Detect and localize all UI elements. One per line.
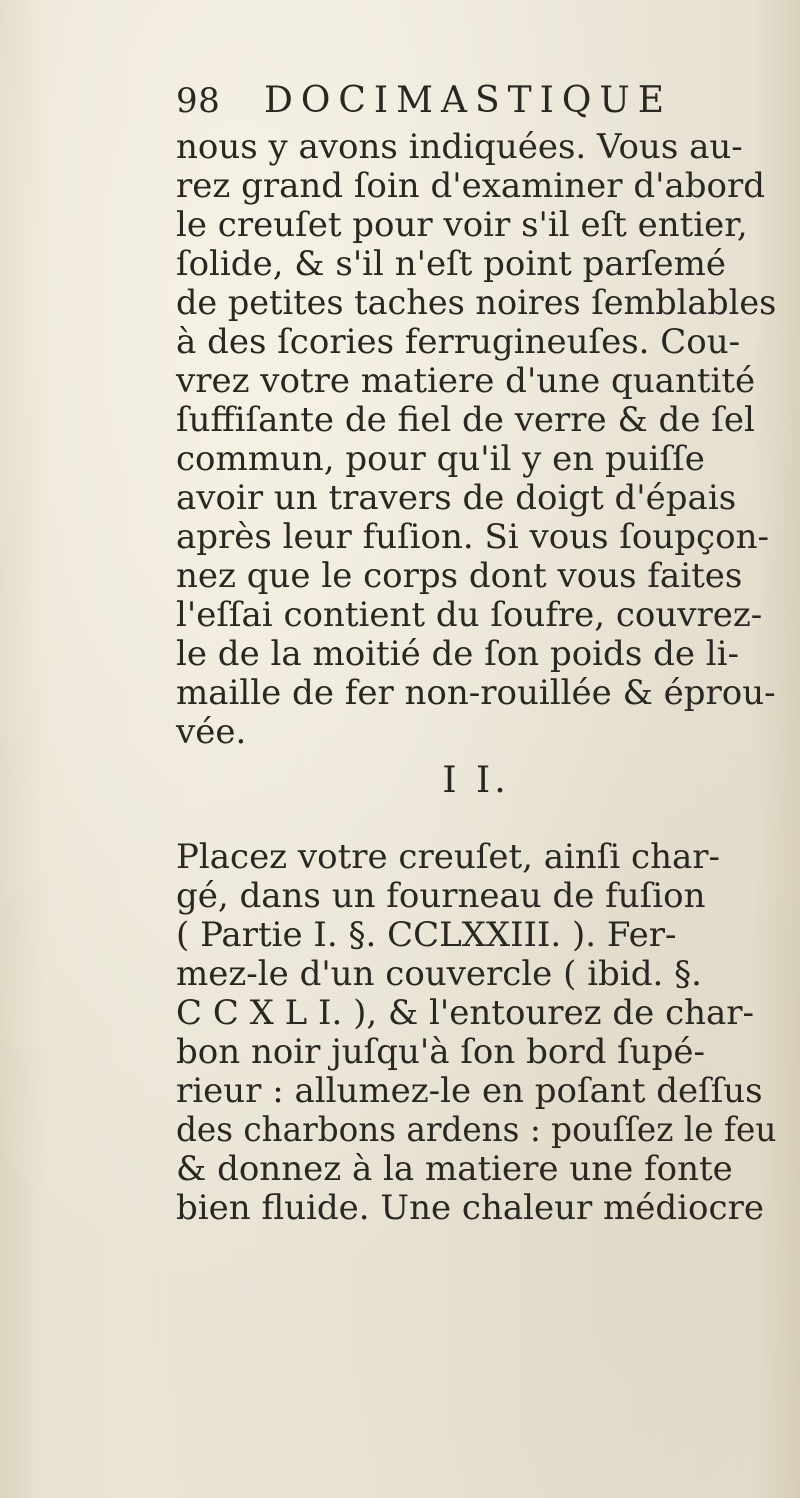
text-line: l'eſſai contient du ſoufre, couvrez- [176,595,763,635]
text-line: nez que le corps dont vous faites [176,556,743,596]
text-line: Placez votre creuſet, ainſi char- [176,837,720,877]
text-line: gé, dans un fourneau de fuſion [176,876,706,916]
page-header [176,72,776,128]
text-line: nous y avons indiquées. Vous au- [176,127,743,167]
text-line: des charbons ardens : pouſſez le feu [176,1110,777,1150]
text-line: vée. [176,712,247,752]
text-line: & donnez à la matiere une fonte [176,1149,733,1189]
text-line: ( Partie I. §. CCLXXIII. ). Fer- [176,915,677,955]
text-block [176,72,776,1228]
text-line: maille de fer non-rouillée & éprou- [176,673,776,713]
paragraph-2 [176,838,776,1228]
text-line: bien fluide. Une chaleur médiocre [176,1188,764,1228]
text-line: à des ſcories ferrugineuſes. Cou- [176,322,741,362]
text-line: après leur fuſion. Si vous ſoupçon- [176,517,769,557]
text-line: commun, pour qu'il y en puiſſe [176,439,705,479]
text-line: le de la moitié de ſon poids de li- [176,634,740,674]
text-line: ſolide, & s'il n'eſt point parſemé [176,244,726,284]
running-title: DOCIMASTIQUE [264,80,673,121]
text-line: ſuffiſante de fiel de verre & de ſel [176,400,755,440]
text-line: rez grand ſoin d'examiner d'abord [176,166,765,206]
paragraph-1 [176,128,776,752]
text-line: vrez votre matiere d'une quantité [176,361,756,401]
section-number: I I. [442,760,510,801]
text-line: de petites taches noires ſemblables [176,283,777,323]
text-line: bon noir juſqu'à ſon bord ſupé- [176,1032,706,1072]
page-number: 98 [176,81,221,121]
text-line: le creuſet pour voir s'il eſt entier, [176,205,748,245]
section-spacer [176,810,776,838]
text-line: avoir un travers de doigt d'épais [176,478,737,518]
text-line: rieur : allumez-le en poſant deſſus [176,1071,763,1111]
text-line: mez-le d'un couvercle ( ibid. §. [176,954,702,994]
text-line: C C X L I. ), & l'entourez de char- [176,993,755,1033]
